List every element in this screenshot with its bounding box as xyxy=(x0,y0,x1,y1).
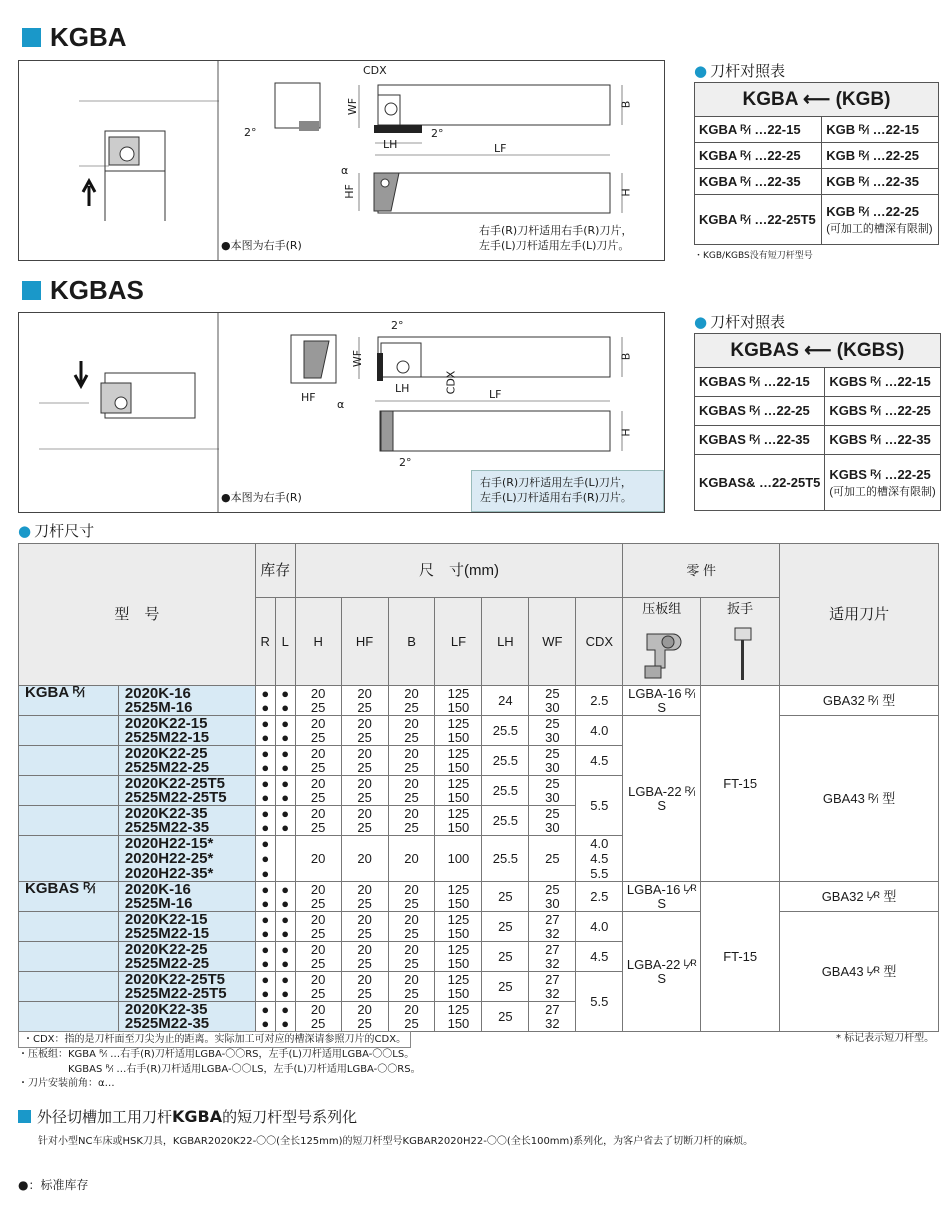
dim-wf: 25 xyxy=(529,836,576,882)
dim-lf: 100 xyxy=(435,836,482,882)
dim-hf: 20 25 xyxy=(341,912,388,942)
dim-b: 20 25 xyxy=(388,776,435,806)
bullet-icon: ● xyxy=(694,61,708,80)
compare-cell: KGBA ᴿ⁄ₗ …22-25 xyxy=(695,143,822,169)
table-row xyxy=(19,686,939,716)
dim-cdx: 4.0 xyxy=(576,716,623,746)
dim-lh: 25 xyxy=(482,1002,529,1032)
table-row xyxy=(19,716,939,746)
stock-r: ● ● xyxy=(255,882,275,912)
dims-table xyxy=(18,543,939,1032)
compare-head: KGBAS ⟵ (KGBS) xyxy=(695,334,941,368)
note-clamp-1: ・压板组：KGBA ᴿ⁄ₗ …右手(R)刀杆适用LGBA-〇〇RS，左手(L)刀杆适用LGBA-〇〇LS。 xyxy=(18,1049,415,1060)
series-blank xyxy=(19,716,119,746)
dim-b: 20 25 xyxy=(388,686,435,716)
note-short: * 标记表示短刀杆型。 xyxy=(836,1033,935,1044)
dim-hf: 20 25 xyxy=(341,806,388,836)
compare-head: KGBA ⟵ (KGB) xyxy=(695,83,939,117)
cdx-label: CDX xyxy=(363,64,387,77)
stock-r: ● ● xyxy=(255,912,275,942)
series-blank xyxy=(19,746,119,776)
kgbas-note-left: ●本图为右手(R) xyxy=(221,491,302,504)
kgbas-note-box xyxy=(471,470,664,512)
dim-h: 20 25 xyxy=(295,686,341,716)
kgbas-note-right-1: 右手(R)刀杆适用左手(L)刀片， xyxy=(480,476,632,489)
dim-h: 20 xyxy=(295,836,341,882)
insert-cell: GBA32 ᴸ⁄ᴿ 型 xyxy=(780,882,939,912)
dim-lh: 25.5 xyxy=(482,806,529,836)
hdr-parts: 零 件 xyxy=(623,544,780,598)
dim-cdx: 4.5 xyxy=(576,746,623,776)
dim-lf: 125 150 xyxy=(435,686,482,716)
table-row xyxy=(19,912,939,942)
model-cell: 2020K22-25T5 2525M22-25T5 xyxy=(118,972,255,1002)
lf-label: LF xyxy=(494,142,507,155)
section-square-icon xyxy=(22,28,41,47)
alpha-label: α xyxy=(341,164,349,177)
dim-wf: 27 32 xyxy=(529,942,576,972)
dim-lh: 25.5 xyxy=(482,836,529,882)
dim-b: 20 25 xyxy=(388,806,435,836)
dim-b: 20 25 xyxy=(388,746,435,776)
kgba-section-title: KGBA xyxy=(22,22,127,53)
dim-wf: 25 30 xyxy=(529,776,576,806)
dim-lh: 25 xyxy=(482,972,529,1002)
hdr-l: L xyxy=(275,598,295,686)
dim-lh: 25 xyxy=(482,942,529,972)
hdr-model: 型 号 xyxy=(19,544,256,686)
dim-cdx: 2.5 xyxy=(576,686,623,716)
compare-cell: KGBS ᴿ⁄ₗ …22-35 xyxy=(825,426,940,455)
dim-lh: 25.5 xyxy=(482,716,529,746)
series-label: KGBA ᴿ⁄ₗ xyxy=(19,686,119,716)
angle-label-a: 2° xyxy=(391,319,404,332)
dim-b: 20 25 xyxy=(388,972,435,1002)
compare-cell: KGBA ᴿ⁄ₗ …22-25T5 xyxy=(695,195,822,245)
wf-label: WF xyxy=(346,97,360,116)
section-square-icon xyxy=(22,281,41,300)
angle-label-a: 2° xyxy=(244,126,257,139)
stock-l: ● ● xyxy=(275,972,295,1002)
hdr-col: LH xyxy=(482,598,529,686)
compare-cell: KGBS ᴿ⁄ₗ …22-25 xyxy=(825,397,940,426)
hdr-dims: 尺 寸(mm) xyxy=(295,544,623,598)
dim-h: 20 25 xyxy=(295,746,341,776)
note-clamp-2: KGBAS ᴿ⁄ₗ …右手(R)刀杆适用LGBA-〇〇LS，左手(L)刀杆适用LGBA-〇〇RS。 xyxy=(68,1064,421,1075)
wrench-icon xyxy=(715,622,765,682)
clamp-cell: LGBA-22 ᴸ⁄ᴿ S xyxy=(623,912,701,1032)
model-cell: 2020K22-25T5 2525M22-25T5 xyxy=(118,776,255,806)
stock-r: ● ● xyxy=(255,746,275,776)
stock-l: ● ● xyxy=(275,912,295,942)
lf-label: LF xyxy=(489,388,502,401)
dim-h: 20 25 xyxy=(295,942,341,972)
series-blank xyxy=(19,836,119,882)
angle-label-b: 2° xyxy=(399,456,412,469)
stock-l: ● ● xyxy=(275,686,295,716)
stock-l: ● ● xyxy=(275,806,295,836)
stock-r: ● ● xyxy=(255,806,275,836)
stock-r: ● ● xyxy=(255,1002,275,1032)
model-cell: 2020K22-15 2525M22-15 xyxy=(118,912,255,942)
hdr-r: R xyxy=(255,598,275,686)
b-label: B xyxy=(619,352,633,361)
hdr-col: WF xyxy=(529,598,576,686)
compare-cell: KGBAS ᴿ⁄ₗ …22-25 xyxy=(695,397,825,426)
dim-lh: 25 xyxy=(482,912,529,942)
dim-lf: 125 150 xyxy=(435,806,482,836)
dim-hf: 20 25 xyxy=(341,776,388,806)
dim-h: 20 25 xyxy=(295,912,341,942)
alpha-label: α xyxy=(337,398,345,411)
clamp-cell: LGBA-22 ᴿ⁄ₗ S xyxy=(623,716,701,882)
series-blank xyxy=(19,912,119,942)
series-blank xyxy=(19,806,119,836)
compare-note: ・KGB/KGBS没有短刀杆型号 xyxy=(694,251,813,261)
dim-wf: 25 30 xyxy=(529,686,576,716)
dim-lh: 25.5 xyxy=(482,746,529,776)
compare-cell: KGBAS ᴿ⁄ₗ …22-15 xyxy=(695,368,825,397)
model-cell: 2020K22-35 2525M22-35 xyxy=(118,1002,255,1032)
dim-wf: 25 30 xyxy=(529,716,576,746)
model-cell: 2020K22-15 2525M22-15 xyxy=(118,716,255,746)
hdr-col: HF xyxy=(341,598,388,686)
series-blank xyxy=(19,1002,119,1032)
series-title: 外径切槽加工用刀杆 KGBA 的短刀杆型号系列化 xyxy=(18,1106,357,1127)
dim-cdx: 4.0 4.5 5.5 xyxy=(576,836,623,882)
compare-cell: KGB ᴿ⁄ₗ …22-35 xyxy=(822,169,939,195)
stock-l: ● ● xyxy=(275,1002,295,1032)
compare-cell: KGBAS ᴿ⁄ₗ …22-35 xyxy=(695,426,825,455)
compare-cell-multi: KGB ᴿ⁄ₗ …22-25 (可加工的槽深有限制) xyxy=(822,195,939,245)
stock-r: ● ● xyxy=(255,716,275,746)
dim-h: 20 25 xyxy=(295,776,341,806)
hdr-col: H xyxy=(295,598,341,686)
dim-hf: 20 25 xyxy=(341,942,388,972)
bullet-icon: ● xyxy=(694,312,708,331)
hdr-col: LF xyxy=(435,598,482,686)
dim-lf: 125 150 xyxy=(435,776,482,806)
insert-cell: GBA43 ᴿ⁄ₗ 型 xyxy=(780,716,939,882)
kgbas-section-title: KGBAS xyxy=(22,275,144,306)
dim-h: 20 25 xyxy=(295,716,341,746)
dim-h: 20 25 xyxy=(295,1002,341,1032)
series-label: KGBAS ᴿ⁄ₗ xyxy=(19,882,119,912)
lh-label: LH xyxy=(383,138,398,151)
clamp-cell: LGBA-16 ᴸ⁄ᴿ S xyxy=(623,882,701,912)
cdx-label: CDX xyxy=(444,370,458,395)
wf-label: WF xyxy=(351,349,365,368)
dim-lf: 125 150 xyxy=(435,912,482,942)
note-cdx: ・CDX：指的是刀杆面至刀尖为止的距离。实际加工可对应的槽深请参照刀片的CDX。 xyxy=(18,1031,411,1048)
dim-b: 20 25 xyxy=(388,912,435,942)
kgbas-compare-title: ● 刀杆对照表 xyxy=(694,312,786,331)
model-cell: 2020K-16 2525M-16 xyxy=(118,686,255,716)
dim-hf: 20 25 xyxy=(341,716,388,746)
kgba-compare-title: ● 刀杆对照表 xyxy=(694,61,786,80)
dim-h: 20 25 xyxy=(295,806,341,836)
stock-r: ● ● xyxy=(255,686,275,716)
stock-l xyxy=(275,836,295,882)
insert-cell: GBA32 ᴿ⁄ₗ 型 xyxy=(780,686,939,716)
kgbas-diagram xyxy=(18,312,665,513)
dim-wf: 25 30 xyxy=(529,806,576,836)
dim-hf: 20 25 xyxy=(341,882,388,912)
dim-lh: 25 xyxy=(482,882,529,912)
stock-l: ● ● xyxy=(275,746,295,776)
hf-label: HF xyxy=(342,184,356,199)
series-blank xyxy=(19,776,119,806)
dim-cdx: 4.0 xyxy=(576,912,623,942)
dim-lh: 25.5 xyxy=(482,776,529,806)
hdr-stock: 库存 xyxy=(255,544,295,598)
dim-b: 20 25 xyxy=(388,1002,435,1032)
stock-r: ● ● xyxy=(255,972,275,1002)
wrench-cell: FT-15 xyxy=(701,686,780,882)
dim-wf: 27 32 xyxy=(529,912,576,942)
hdr-col: B xyxy=(388,598,435,686)
series-blank xyxy=(19,972,119,1002)
series-body: 针对小型NC车床或HSK刀具，KGBAR2020K22-〇〇(全长125mm)的短刀杆型号KGBAR2020H22-〇〇(全长100mm)系列化，为客户省去了切断刀杆的麻烦。 xyxy=(38,1136,754,1147)
dim-hf: 20 25 xyxy=(341,972,388,1002)
dim-lf: 125 150 xyxy=(435,882,482,912)
compare-cell: KGB ᴿ⁄ₗ …22-25 xyxy=(822,143,939,169)
dim-lf: 125 150 xyxy=(435,746,482,776)
stock-r: ● ● ● xyxy=(255,836,275,882)
dim-cdx: 5.5 xyxy=(576,776,623,836)
table-row xyxy=(19,882,939,912)
compare-cell: KGBS ᴿ⁄ₗ …22-15 xyxy=(825,368,940,397)
h-label: H xyxy=(619,428,633,437)
dim-lf: 125 150 xyxy=(435,942,482,972)
dim-h: 20 25 xyxy=(295,972,341,1002)
stock-l: ● ● xyxy=(275,882,295,912)
compare-cell: KGB ᴿ⁄ₗ …22-15 xyxy=(822,117,939,143)
clamp-cell: LGBA-16 ᴿ⁄ₗ S xyxy=(623,686,701,716)
dims-title: ● 刀杆尺寸 xyxy=(18,521,95,540)
lh-label: LH xyxy=(395,382,410,395)
dim-hf: 20 25 xyxy=(341,1002,388,1032)
insert-cell: GBA43 ᴸ⁄ᴿ 型 xyxy=(780,912,939,1032)
stock-l: ● ● xyxy=(275,716,295,746)
model-cell: 2020K22-35 2525M22-35 xyxy=(118,806,255,836)
dim-cdx: 2.5 xyxy=(576,882,623,912)
dim-hf: 20 xyxy=(341,836,388,882)
clamp-set-icon xyxy=(637,622,687,682)
compare-cell: KGBA ᴿ⁄ₗ …22-35 xyxy=(695,169,822,195)
kgbas-compare-table xyxy=(694,333,941,511)
hdr-wrench: 扳手 xyxy=(701,598,780,686)
dim-wf: 25 30 xyxy=(529,882,576,912)
dim-hf: 20 25 xyxy=(341,746,388,776)
compare-cell-multi: KGBS ᴿ⁄ₗ …22-25 (可加工的槽深有限制) xyxy=(825,455,940,511)
model-cell: 2020K22-25 2525M22-25 xyxy=(118,746,255,776)
dim-b: 20 25 xyxy=(388,882,435,912)
section-square-icon xyxy=(18,1110,31,1123)
angle-label-b: 2° xyxy=(431,127,444,140)
dim-cdx: 5.5 xyxy=(576,972,623,1032)
kgbas-note-right-2: 左手(L)刀杆适用右手(R)刀片。 xyxy=(480,491,632,504)
dim-wf: 27 32 xyxy=(529,972,576,1002)
compare-cell: KGBAS& …22-25T5 xyxy=(695,455,825,511)
model-cell: 2020K-16 2525M-16 xyxy=(118,882,255,912)
wrench-cell: FT-15 xyxy=(701,882,780,1032)
stock-r: ● ● xyxy=(255,776,275,806)
dim-hf: 20 25 xyxy=(341,686,388,716)
stock-legend: ●：标准库存 xyxy=(18,1178,89,1192)
dim-wf: 25 30 xyxy=(529,746,576,776)
b-label: B xyxy=(619,100,633,109)
kgba-diagram xyxy=(18,60,665,261)
kgba-compare-table xyxy=(694,82,939,245)
series-blank xyxy=(19,942,119,972)
dim-b: 20 25 xyxy=(388,942,435,972)
dim-h: 20 25 xyxy=(295,882,341,912)
hdr-clamp: 压板组 xyxy=(623,598,701,686)
dim-lh: 24 xyxy=(482,686,529,716)
note-angle: ・刀片安装前角：α… xyxy=(18,1078,115,1089)
stock-r: ● ● xyxy=(255,942,275,972)
kgba-note-right-2: 左手(L)刀杆适用左手(L)刀片。 xyxy=(479,239,630,252)
hf-label: HF xyxy=(301,391,316,404)
bullet-icon: ● xyxy=(18,521,32,540)
kgba-note-right-1: 右手(R)刀杆适用右手(R)刀片， xyxy=(479,224,633,237)
model-cell: 2020K22-25 2525M22-25 xyxy=(118,942,255,972)
dim-b: 20 25 xyxy=(388,716,435,746)
model-cell: 2020H22-15* 2020H22-25* 2020H22-35* xyxy=(118,836,255,882)
stock-l: ● ● xyxy=(275,942,295,972)
stock-l: ● ● xyxy=(275,776,295,806)
dim-lf: 125 150 xyxy=(435,972,482,1002)
dim-lf: 125 150 xyxy=(435,716,482,746)
dim-wf: 27 32 xyxy=(529,1002,576,1032)
kgba-note-left: ●本图为右手(R) xyxy=(221,239,302,252)
dim-b: 20 xyxy=(388,836,435,882)
dim-cdx: 4.5 xyxy=(576,942,623,972)
compare-cell: KGBA ᴿ⁄ₗ …22-15 xyxy=(695,117,822,143)
hdr-col: CDX xyxy=(576,598,623,686)
dim-lf: 125 150 xyxy=(435,1002,482,1032)
hdr-insert: 适用刀片 xyxy=(780,544,939,686)
h-label: H xyxy=(619,188,633,197)
